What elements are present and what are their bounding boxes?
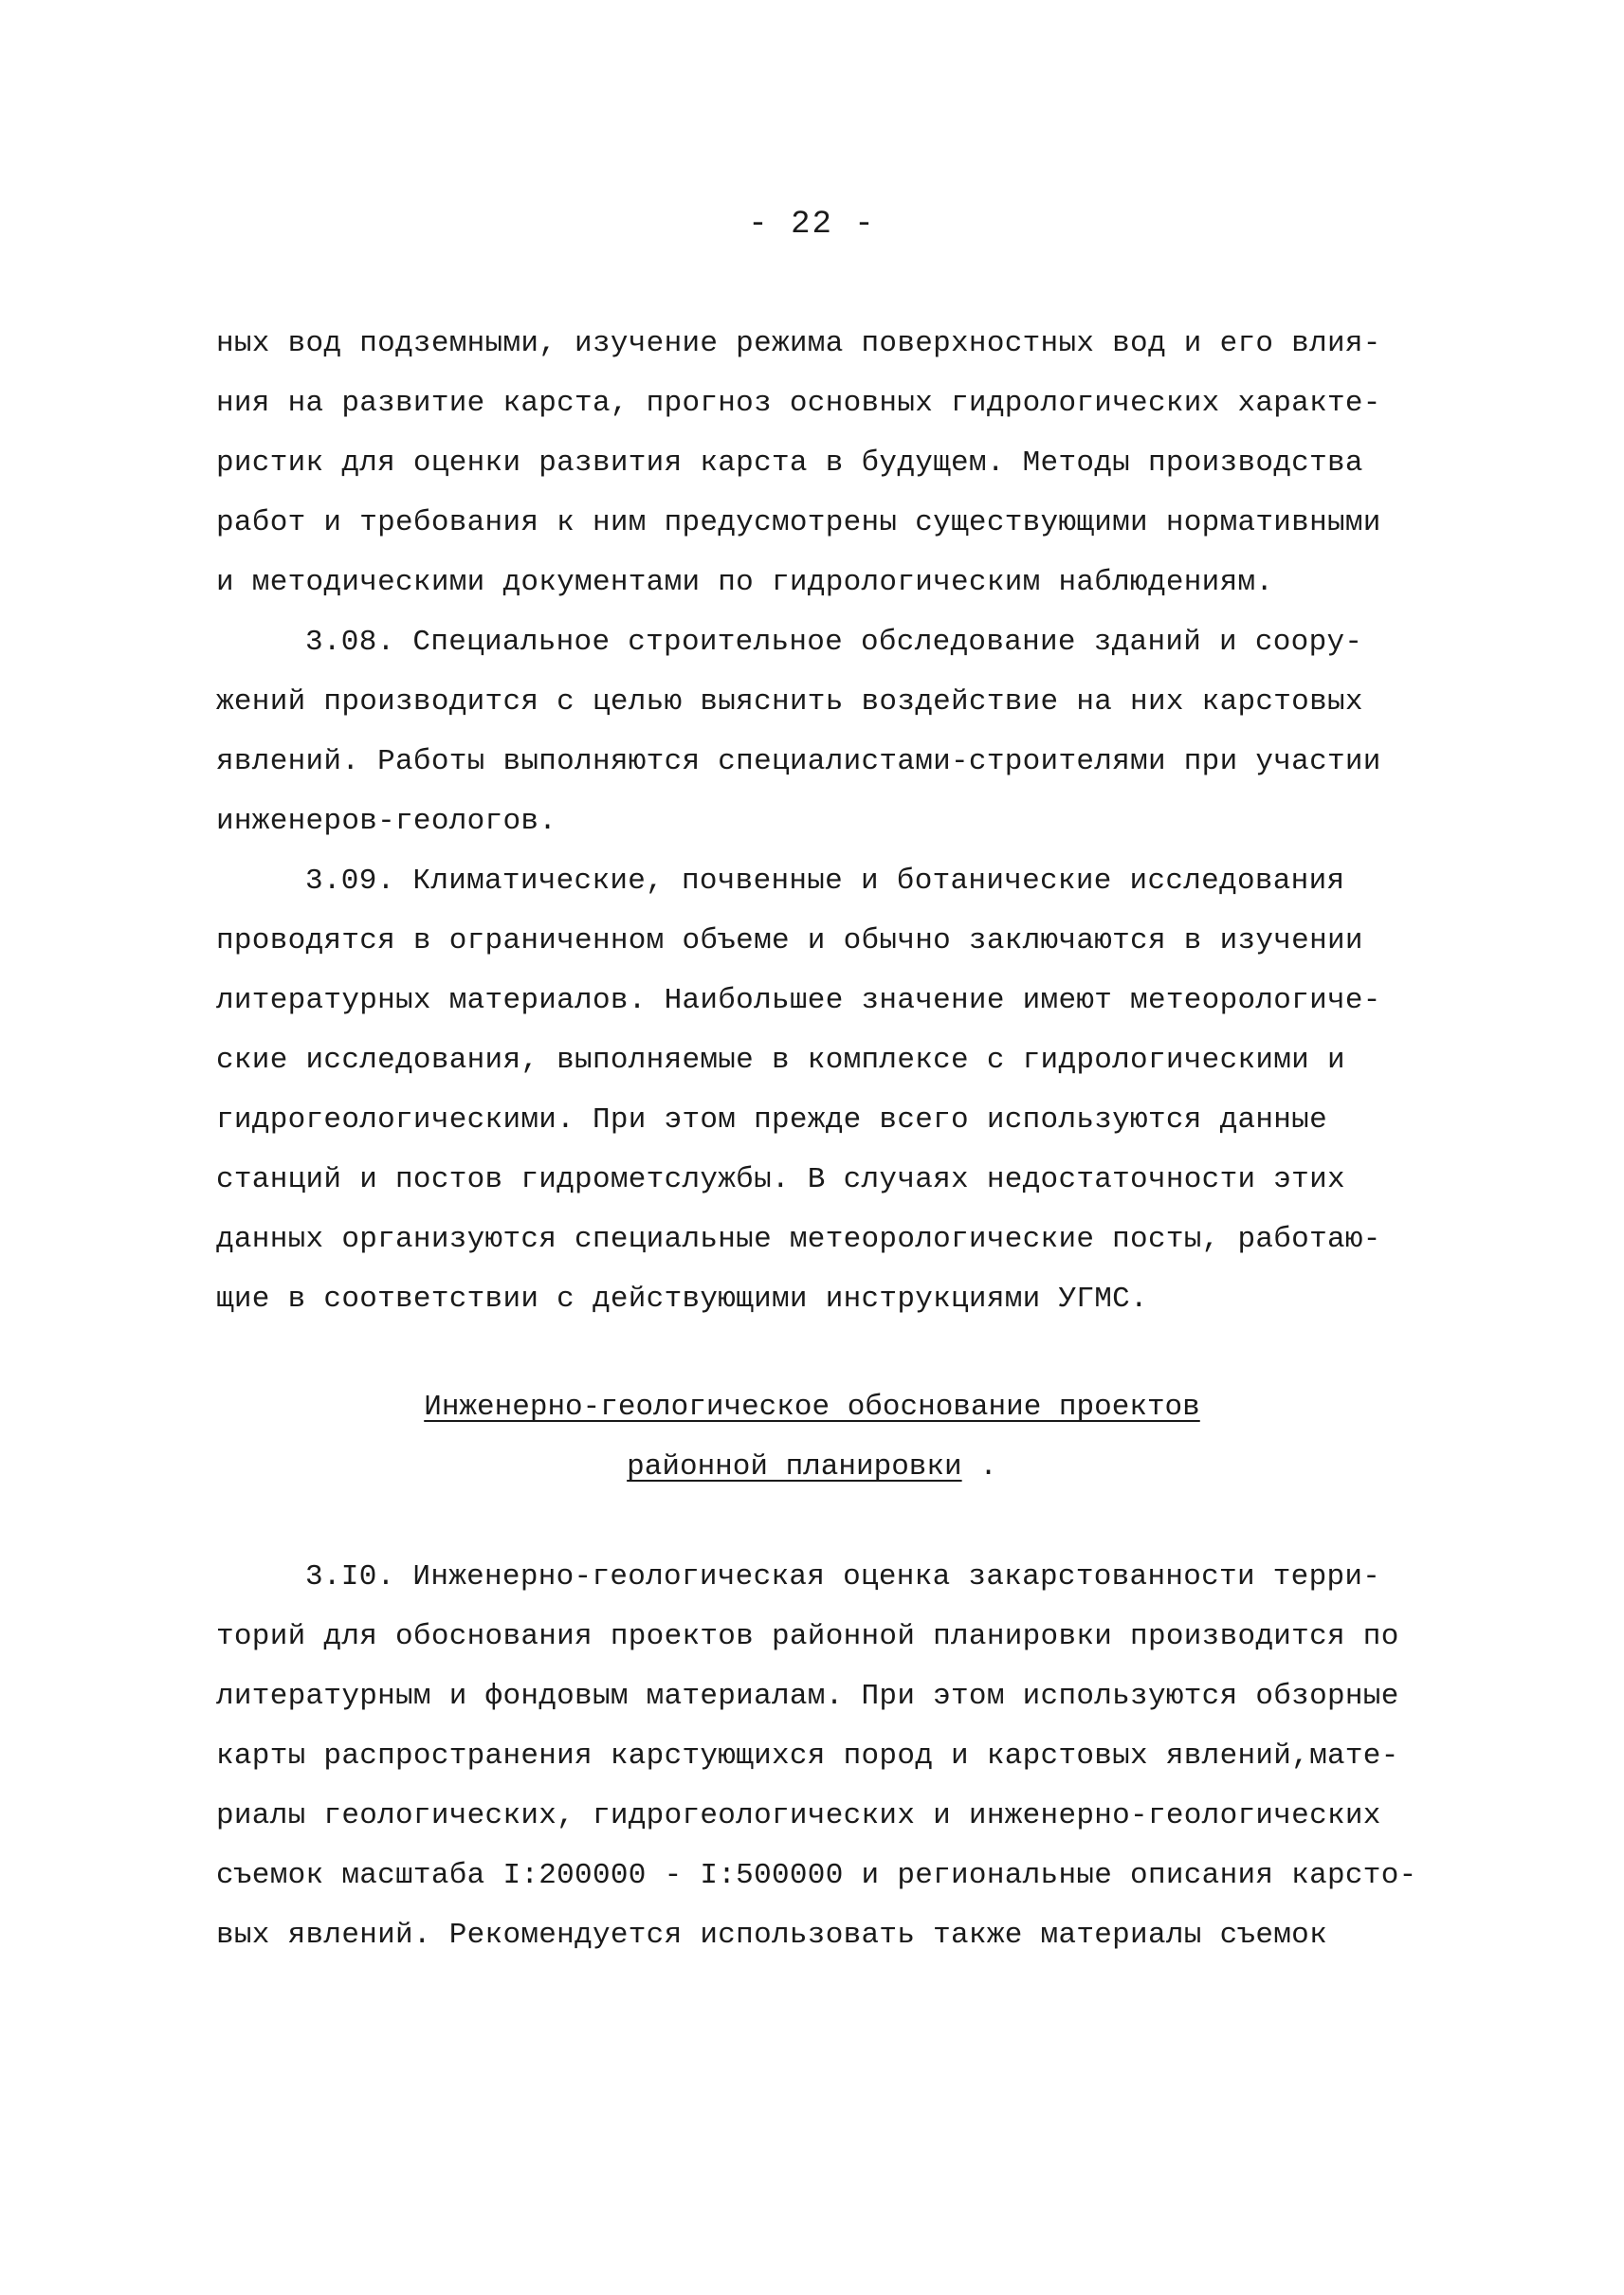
paragraph-line: ристик для оценки развития карста в будущем. Методы производства [216,446,1363,480]
paragraph-line: инженеров-геологов. [216,805,557,838]
paragraph-line: проводятся в ограниченном объеме и обычно заключаются в изучении [216,924,1363,957]
paragraph-line: литературным и фондовым материалам. При этом используются обзорные [216,1680,1399,1713]
page-number: - 22 - [748,207,876,243]
paragraph-line: вых явлений. Рекомендуется использовать также материалы съемок [216,1919,1327,1952]
paragraph-line: работ и требования к ним предусмотрены существующими нормативными [216,506,1381,539]
paragraph-line: станций и постов гидрометслужбы. В случаях недостаточности этих [216,1163,1345,1196]
paragraph-line: явлений. Работы выполняются специалистами-строителями при участии [216,745,1381,778]
paragraph-line: 3.08. Специальное строительное обследование зданий и соору- [305,626,1363,659]
section-heading-tail: . [961,1450,997,1484]
paragraph-line: ния на развитие карста, прогноз основных гидрологических характе- [216,387,1381,420]
paragraph-line: съемок масштаба I:200000 - I:500000 и региональные описания карсто- [216,1859,1417,1892]
paragraph-line: ские исследования, выполняемые в комплексе с гидрологическими и [216,1044,1345,1077]
paragraph-line: 3.09. Климатические, почвенные и ботанические исследования [305,865,1345,898]
paragraph-line: гидрогеологическими. При этом прежде всего используются данные [216,1103,1327,1137]
paragraph-line: торий для обоснования проектов районной планировки производится по [216,1620,1399,1653]
section-heading-text: Инженерно-геологическое обоснование проектов [424,1391,1200,1424]
paragraph-line: ных вод подземными, изучение режима поверхностных вод и его влия- [216,327,1381,360]
paragraph-line: щие в соответствии с действующими инструкциями УГМС. [216,1283,1148,1316]
paragraph-line: данных организуются специальные метеорологические посты, работаю- [216,1223,1381,1256]
section-heading-line-2 [0,1448,1624,1486]
paragraph-line: риалы геологических, гидрогеологических и инженерно-геологических [216,1799,1381,1832]
paragraph-line: 3.I0. Инженерно-геологическая оценка закарстованности терри- [305,1560,1381,1594]
paragraph-line: жений производится с целью выяснить воздействие на них карстовых [216,685,1363,719]
paragraph-line: литературных материалов. Наибольшее значение имеют метеорологиче- [216,984,1381,1017]
section-heading-line-1 [0,1389,1624,1427]
section-heading-text: районной планировки [627,1450,962,1484]
paragraph-line: карты распространения карстующихся пород и карстовых явлений,мате- [216,1739,1399,1773]
paragraph-line: и методическими документами по гидрологическим наблюдениям. [216,566,1274,599]
